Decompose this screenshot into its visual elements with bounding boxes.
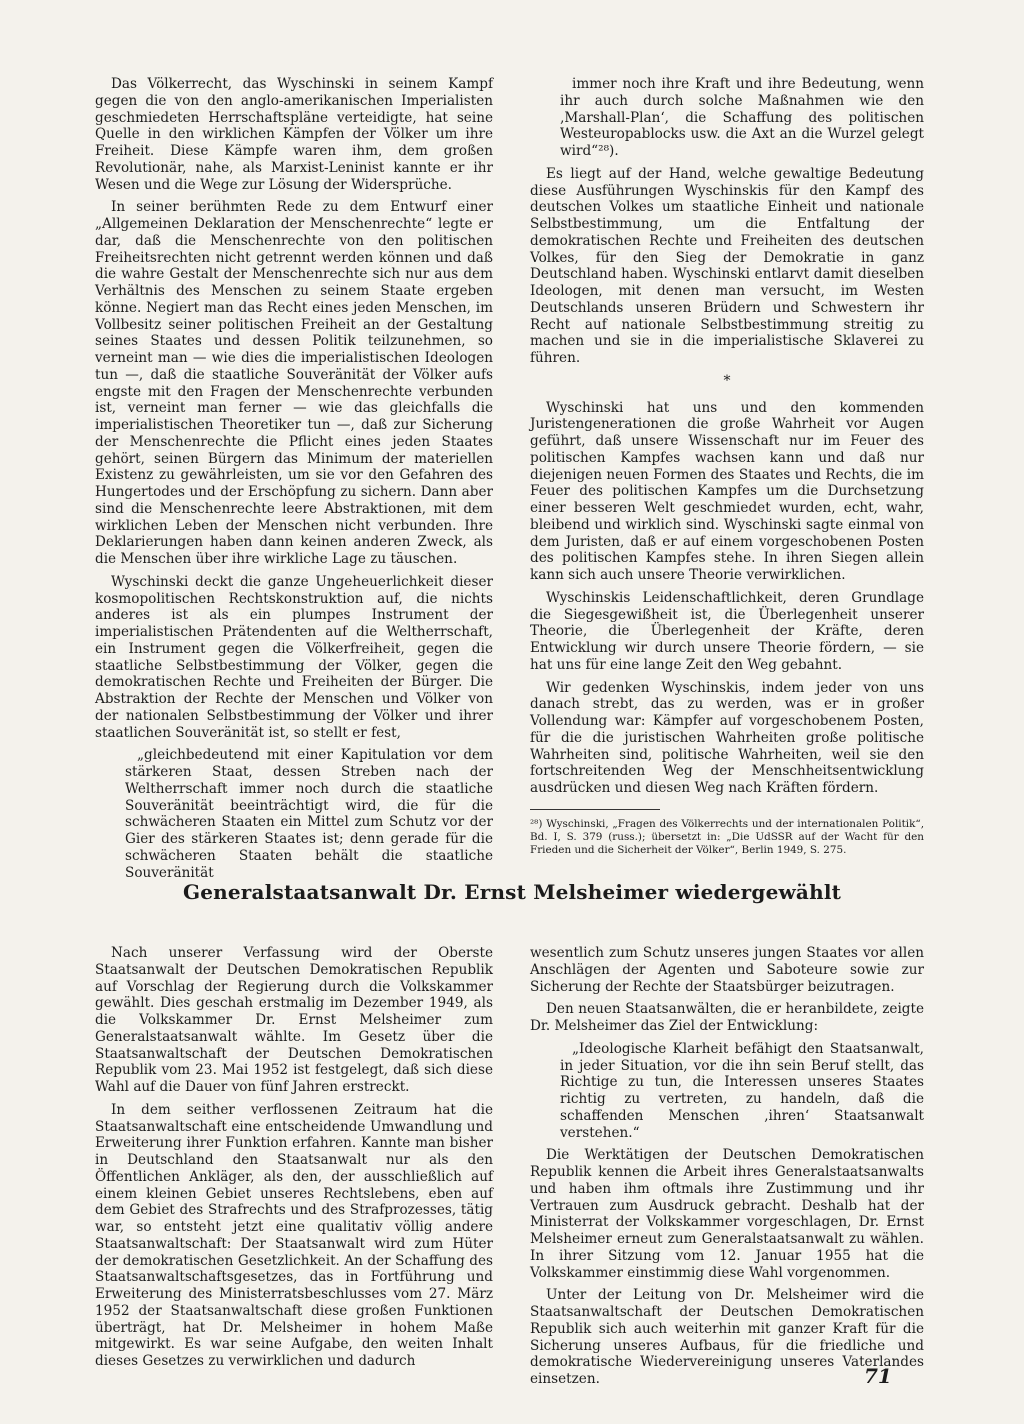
block-quote: „gleichbedeutend mit einer Kapitulation vor dem stärkeren Staat, dessen Streben nach der Weltherrschaft immer noch durch die staatliche Souveränität beeinträchtigt wird, die für die schwächeren Staaten ein Mittel zum Schutz vor der Gier des stärkeren Staates ist; denn gerade für die schwächeren Staaten behält die staatliche Souveränität xyxy=(125,747,493,881)
paragraph: Die Werktätigen der Deutschen Demokratischen Republik kennen die Arbeit ihres Generalstaatsanwalts und haben ihm oftmals ihre Zustimmung und ihr Vertrauen zum Ausdruck gebracht. Deshalb hat der Ministerrat der Volkskammer vorgeschlagen, Dr. Ernst Melsheimer erneut zum Generalstaatsanwalt zu wählen. In ihrer Sitzung vom 12. Januar 1955 hat die Volkskammer einstimmig diese Wahl vorgenommen. xyxy=(530,1147,924,1281)
paragraph: Den neuen Staatsanwälten, die er heranbildete, zeigte Dr. Melsheimer das Ziel der Entwicklung: xyxy=(530,1001,924,1034)
paragraph: Wyschinskis Leidenschaftlichkeit, deren Grundlage die Siegesgewißheit ist, die Überlegenheit unserer Theorie, die Überlegenheit der Kräfte, deren Entwicklung wir durch unsere Theorie fördern, — sie hat uns für eine lange Zeit den Weg gebahnt. xyxy=(530,589,924,673)
paragraph: Wyschinski hat uns und den kommenden Juristengenerationen die große Wahrheit vor Augen geführt, daß unsere Wissenschaft nur im Feuer des politischen Kampfes wachsen kann und daß nur diejenigen neuen Formen des Staates und Rechts, die im Feuer des politischen Kampfes um die Durchsetzung einer besseren Welt geschmiedet wurden, echt, wahr, bleibend und wirklich sind. Wyschinski sagte einmal von dem Juristen, daß er auf einem vorgeschobenen Posten des politischen Kampfes stehe. In ihren Siegen allein kann sich auch unsere Theorie verwirklichen. xyxy=(530,399,924,583)
paragraph: In dem seither verflossenen Zeitraum hat die Staatsanwaltschaft eine entscheidende Umwandlung und Erweiterung ihrer Funktion erfahren. Kannte man bisher in Deutschland den Staatsanwalt nur als den Öffentlichen Ankläger, als den, der ausschließlich auf einem kleinen Gebiet unseres Rechtslebens, eben auf dem Gebiet des Strafrechts und des Strafprozesses, tätig war, so entsteht jetzt eine qualitativ völlig andere Staatsanwaltschaft: Der Staatsanwalt wird zum Hüter der demokratischen Gesetzlichkeit. An der Schaffung des Staatsanwaltschaftsgesetzes, das in Fortführung und Erweiterung des Ministerratsbeschlusses vom 27. März 1952 der Staatsanwaltschaft diese großen Funktionen überträgt, hat Dr. Melsheimer in hohem Maße mitgewirkt. Es war seine Aufgabe, den weiten Inhalt dieses Gesetzes zu verwirklichen und dadurch xyxy=(95,1101,493,1369)
paragraph-continued: wesentlich zum Schutz unseres jungen Staates vor allen Anschlägen der Agenten und Saboteure sowie zur Sicherung der Rechte der Staatsbürger beizutragen. xyxy=(530,945,924,995)
paragraph: Wir gedenken Wyschinskis, indem jeder von uns danach strebt, das zu werden, was er in großer Vollendung war: Kämpfer auf vorgeschobenem Posten, für die die juristischen Wahrheiten große politische Wahrheiten sind, politische Wahrheiten, weil sie den fortschreitenden Weg der Menschheitsentwicklung ausdrücken und diesen Weg nach Kräften fördern. xyxy=(530,679,924,796)
block-quote-continued: immer noch ihre Kraft und ihre Bedeutung, wenn ihr auch durch solche Maßnahmen wie den ‚Marshall-Plan‘, die Schaffung des politischen Westeuropablocks usw. die Axt an die Wurzel gelegt wird“²⁸). xyxy=(560,76,924,159)
section-separator: * xyxy=(723,372,731,389)
paragraph: Unter der Leitung von Dr. Melsheimer wird die Staatsanwaltschaft der Deutschen Demokratischen Republik sich auch weiterhin mit ganzer Kraft für die Sicherung unseres Aufbaus, für die friedliche und demokratische Wiedervereinigung unseres Vaterlandes einsetzen. xyxy=(530,1287,924,1387)
article-headline: Generalstaatsanwalt Dr. Ernst Melsheimer wiedergewählt xyxy=(182,880,842,904)
footnote-divider xyxy=(530,809,660,810)
page-number: 71 xyxy=(864,1364,892,1388)
article2-right-column xyxy=(530,945,924,1394)
article1-left-column xyxy=(95,76,493,887)
paragraph: Das Völkerrecht, das Wyschinski in seinem Kampf gegen die von den anglo-amerikanischen Imperialisten geschmiedeten Herrschaftspläne verteidigte, hat seine Quelle in den wirklichen Kämpfen der Völker um ihre Freiheit. Diese Kämpfe waren ihm, dem großen Revolutionär, nahe, als Marxist-Leninist kannte er ihr Wesen und die Wege zur Lösung der Widersprüche. xyxy=(95,76,493,193)
paragraph: Es liegt auf der Hand, welche gewaltige Bedeutung diese Ausführungen Wyschinskis für den Kampf des deutschen Volkes um staatliche Einheit und nationale Selbstbestimmung, um die Entfaltung der demokratischen Rechte und Freiheiten des deutschen Volkes, für den Sieg der Demokratie in ganz Deutschland haben. Wyschinski entlarvt damit dieselben Ideologen, mit denen man versucht, im Westen Deutschlands unseren Brüdern und Schwestern ihr Recht auf nationale Selbstbestimmung streitig zu machen und sie in die imperialistische Sklaverei zu führen. xyxy=(530,165,924,366)
article1-right-column xyxy=(530,76,924,863)
paragraph: Nach unserer Verfassung wird der Oberste Staatsanwalt der Deutschen Demokratischen Republik auf Vorschlag der Regierung durch die Volkskammer gewählt. Dies geschah erstmalig im Dezember 1949, als die Volkskammer Dr. Ernst Melsheimer zum Generalstaatsanwalt wählte. Im Gesetz über die Staatsanwaltschaft der Deutschen Demokratischen Republik vom 23. Mai 1952 ist festgelegt, daß sich diese Wahl auf die Dauer von fünf Jahren erstreckt. xyxy=(95,945,493,1095)
block-quote: „Ideologische Klarheit befähigt den Staatsanwalt, in jeder Situation, vor die ihn sein Beruf stellt, das Richtige zu tun, die Interessen unseres Staates richtig zu vertreten, zu handeln, daß die schaffenden Menschen ‚ihren‘ Staatsanwalt verstehen.“ xyxy=(560,1040,924,1141)
article2-left-column xyxy=(95,945,493,1376)
paragraph: In seiner berühmten Rede zu dem Entwurf einer „Allgemeinen Deklaration der Menschenrechte“ legte er dar, daß die Menschenrechte von den politischen Freiheitsrechten nicht getrennt werden können und daß die wahre Gestalt der Menschenrechte sich nur aus dem Verhältnis des Menschen zu seinem Staate ergeben könne. Negiert man das Recht eines jeden Menschen, im Vollbesitz seiner politischen Freiheit an der Gestaltung seines Staates und dessen Politik teilzunehmen, so verneint man — wie dies die imperialistischen Ideologen tun —, daß die staatliche Souveränität der Völker aufs engste mit den Fragen der Menschenrechte verbunden ist, verneint man ferner — wie das gleichfalls die imperialistischen Theoretiker tun —, daß zur Sicherung der Menschenrechte die Pflicht eines jeden Staates gehört, seinen Bürgern das Minimum der materiellen Existenz zu gewährleisten, um sie vor den Gefahren des Hungertodes und der Erschöpfung zu sichern. Dann aber sind die Menschenrechte leere Abstraktionen, mit dem wirklichen Leben der Menschen nicht verbunden. Ihre Deklarierungen haben dann keinen anderen Zweck, als die Menschen über ihre wirkliche Lage zu täuschen. xyxy=(95,199,493,567)
paragraph: Wyschinski deckt die ganze Ungeheuerlichkeit dieser kosmopolitischen Rechtskonstruktion auf, die nichts anderes ist als ein plumpes Instrument der imperialistischen Prätendenten auf die Weltherrschaft, ein Instrument gegen die Völkerfreiheit, gegen die staatliche Selbstbestimmung der Völker, gegen die demokratischen Rechte und Freiheiten der Bürger. Die Abstraktion der Rechte der Menschen und Völker von der nationalen Selbstbestimmung der Völker und ihrer staatlichen Souveränität ist, so stellt er fest, xyxy=(95,573,493,741)
footnote: ²⁸) Wyschinski, „Fragen des Völkerrechts und der internationalen Politik“, Bd. I, S. 379 (russ.); übersetzt in: „Die UdSSR auf der Wacht für den Frieden und die Sicherheit der Völker“, Berlin 1949, S. 275. xyxy=(530,817,924,856)
